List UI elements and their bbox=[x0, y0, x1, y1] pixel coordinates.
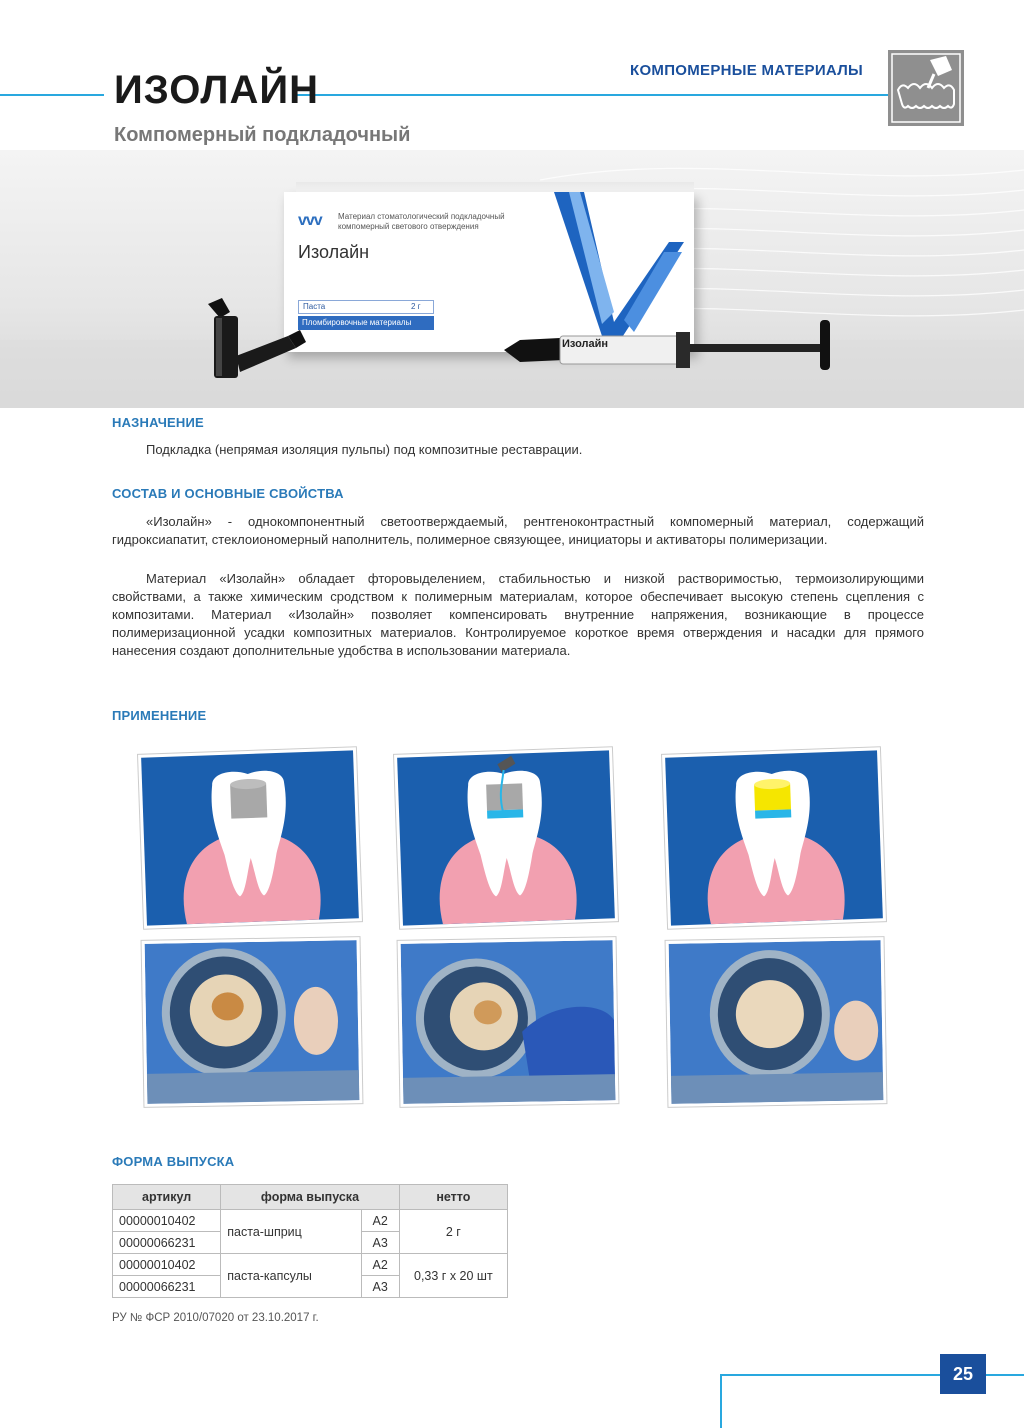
table-cell-net: 0,33 г х 20 шт bbox=[399, 1254, 507, 1298]
purpose-heading: НАЗНАЧЕНИЕ bbox=[112, 415, 204, 430]
box-product-name: Изолайн bbox=[298, 242, 370, 262]
clinical-photo-1 bbox=[145, 940, 360, 1104]
footer-rule-vertical bbox=[720, 1374, 722, 1428]
page-subtitle: Компомерный подкладочный bbox=[114, 124, 411, 146]
registration-note: РУ № ФСР 2010/07020 от 23.10.2017 г. bbox=[112, 1312, 319, 1324]
box-description: Материал стоматологический подкладочный компомерный светового отверждения bbox=[338, 212, 505, 231]
box-form: Паста bbox=[303, 302, 326, 311]
table-cell-code: 00000066231 bbox=[113, 1276, 221, 1298]
table-header-cell: артикул bbox=[113, 1185, 221, 1210]
syringe-label: Изолайн bbox=[562, 338, 609, 350]
clinical-photo-3 bbox=[669, 940, 884, 1104]
composition-paragraph-1: «Изолайн» - однокомпонентный светоотверждаемый, рентгеноконтрастный компомерный материал, содержащий гидроксиапатит, стеклоиономерный наполнитель, полимерное связующее, инициаторы и активаторы полимеризации. bbox=[112, 514, 924, 547]
composition-paragraph-2: Материал «Изолайн» обладает фторовыделением, стабильностью и низкой растворимостью, термоизолирующими свойствами, а также химическим сродством к полимерным материалам, которое обеспечивает высокую степень сцепления с композитами. Материал «Изолайн» позволяет компенсировать внутренние напряжения, возникающие в процессе полимеризационной усадки композитных материалов. Контролируемое короткое время отверждения и насадки для прямого нанесения создают дополнительные удобства в использовании материала. bbox=[112, 571, 924, 658]
table-cell-code: 00000010402 bbox=[113, 1254, 221, 1276]
table-header-row bbox=[113, 1185, 508, 1210]
box-weight: 2 г bbox=[411, 302, 421, 311]
page-number: 25 bbox=[940, 1354, 986, 1394]
footer-rule-right bbox=[986, 1374, 1024, 1376]
category-label: КОМПОМЕРНЫЕ МАТЕРИАЛЫ bbox=[630, 62, 864, 79]
table-cell-form: паста-шприц bbox=[221, 1210, 361, 1254]
box-band-label: Пломбировочные материалы bbox=[302, 318, 412, 327]
step-1-diagram bbox=[141, 750, 359, 925]
table-cell-code: 00000066231 bbox=[113, 1232, 221, 1254]
table-cell-shade: А3 bbox=[361, 1232, 399, 1254]
release-table bbox=[112, 1184, 508, 1298]
table-cell-shade: А3 bbox=[361, 1276, 399, 1298]
release-heading: ФОРМА ВЫПУСКА bbox=[112, 1154, 235, 1169]
table-row bbox=[113, 1254, 508, 1276]
capsule-image bbox=[200, 296, 310, 386]
page-title: ИЗОЛАЙН bbox=[114, 68, 319, 112]
table-cell-net: 2 г bbox=[399, 1210, 507, 1254]
step-2-diagram bbox=[397, 750, 615, 925]
table-header-cell: нетто bbox=[399, 1185, 507, 1210]
filling-tooth-icon bbox=[888, 50, 964, 126]
composition-heading: СОСТАВ И ОСНОВНЫЕ СВОЙСТВА bbox=[112, 486, 344, 501]
brand-logo: vvv bbox=[298, 212, 322, 229]
box-form-row bbox=[298, 300, 434, 314]
box-band bbox=[298, 316, 434, 330]
table-cell-code: 00000010402 bbox=[113, 1210, 221, 1232]
table-cell-shade: А2 bbox=[361, 1210, 399, 1232]
table-row bbox=[113, 1210, 508, 1232]
header-rule-right bbox=[296, 94, 888, 96]
table-cell-shade: А2 bbox=[361, 1254, 399, 1276]
purpose-text: Подкладка (непрямая изоляция пульпы) под композитные реставрации. bbox=[146, 442, 583, 457]
table-cell-form: паста-капсулы bbox=[221, 1254, 361, 1298]
application-heading: ПРИМЕНЕНИЕ bbox=[112, 708, 207, 723]
step-3-diagram bbox=[665, 750, 883, 925]
syringe-image bbox=[500, 316, 850, 372]
footer-rule bbox=[720, 1374, 940, 1376]
header-rule-left bbox=[0, 94, 104, 96]
clinical-photo-2 bbox=[401, 940, 616, 1104]
table-header-cell: форма выпуска bbox=[221, 1185, 399, 1210]
